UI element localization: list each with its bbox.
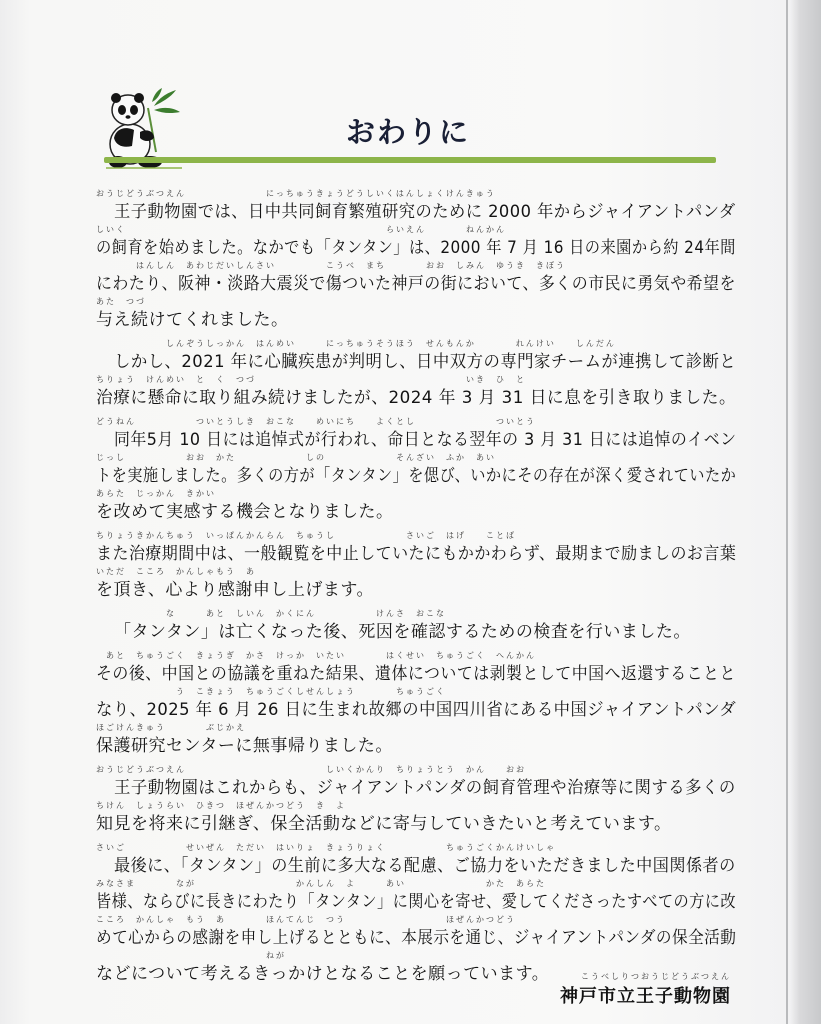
furigana: じっし おお かた しの そんざい ふか あい [96,453,496,462]
line-text: めて心からの感謝を申し上げるとともに、本展示を通じ、ジャイアントパンダの保全活動 [96,928,737,948]
text-line [96,650,736,686]
panel-edge [786,0,788,1024]
paragraph [96,188,736,332]
signature-furigana: こうべしりつおうじどうぶつえん [581,972,731,981]
text-line [96,764,736,800]
furigana: ねが [96,951,286,960]
line-text: トを実施しました。多くの方が「タンタン」を偲び、いかにその存在が深く愛されていたか [96,466,737,486]
line-text: にわたり、阪神・淡路大震災で傷ついた神戸の街において、多くの市民に勇気や希望を [96,274,736,294]
paragraph [96,416,736,524]
text-line [96,800,736,836]
line-text: 知見を将来に引継ぎ、保全活動などに寄与していきたいと考えています。 [96,814,672,834]
paragraph [96,842,736,986]
paragraph [96,338,736,410]
text-line [96,260,736,296]
line-text: 王子動物園はこれからも、ジャイアントパンダの飼育管理や治療等に関する多くの [114,778,736,798]
text-line [96,416,736,452]
line-text: 最後に、「タンタン」の生前に多大なる配慮、ご協力をいただきました中国関係者の [114,856,736,876]
text-line [96,914,736,950]
page-title: おわりに [346,115,471,149]
line-text: しかし、2021 年に心臓疾患が判明し、日中双方の専門家チームが連携して診断と [114,352,737,372]
furigana: ちりょう けんめい と く つづ いき ひ と [96,375,526,384]
paragraph [96,608,736,644]
furigana: しいく らいえん ねんかん [96,225,506,234]
furigana: ちりょうきかんちゅう いっぱんかんらん ちゅうし さいご はげ ことば [96,531,516,540]
furigana: ちけん しょうらい ひきつ ほぜんかつどう き よ [96,801,346,810]
furigana: あと ちゅうごく きょうぎ かさ けっか いたい はくせい ちゅうごく へんかん [96,651,536,660]
text-line [96,608,736,644]
line-text: 皆様、ならびに長きにわたり「タンタン」に関心を寄せ、愛してくださったすべての方に改 [96,892,737,912]
title-underline [104,157,716,163]
text-line [96,722,736,758]
furigana: しんぞうしっかん はんめい にっちゅうそうほう せんもんか れんけい しんだん [96,339,616,348]
furigana: あた つづ [96,297,146,306]
line-text: 治療に懸命に取り組み続けましたが、2024 年 3 月 31 日に息を引き取りました。 [96,388,737,408]
paragraph [96,764,736,836]
furigana: はんしん あわじだいしんさい こうべ まち おお しみん ゆうき きぼう [96,261,566,270]
line-text: 与え続けてくれました。 [96,310,289,330]
line-text: なり、2025 年 6 月 26 日に生まれ故郷の中国四川省にある中国ジャイアントパンダ [96,700,737,720]
line-text: その後、中国との協議を重ねた結果、遺体については剥製として中国へ返還することと [96,664,736,684]
text-line [96,224,736,260]
furigana: いただ こころ かんしゃもう あ [96,567,256,576]
furigana: みなさま なが かんしん よ あい かた あらた [96,879,546,888]
line-text: 王子動物園では、日中共同飼育繁殖研究のために 2000 年からジャイアントパンダ [114,202,736,222]
signature-block [560,971,731,1008]
text-line [96,452,736,488]
line-text: などについて考えるきっかけとなることを願っています。 [96,964,550,984]
text-line [96,878,736,914]
line-text: 保護研究センターに無事帰りました。 [96,736,393,756]
text-line [96,374,736,410]
text-line [96,842,736,878]
furigana: さいご せいぜん ただい はいりょ きょうりょく ちゅうごくかんけいしゃ [96,843,556,852]
line-text: を改めて実感する機会となりました。 [96,502,394,522]
paragraph [96,530,736,602]
line-text: を頂き、心より感謝申し上げます。 [96,580,374,600]
text-line [96,296,736,332]
text-line [96,488,736,524]
line-text: また治療期間中は、一般観覧を中止していたにもかかわらず、最期まで励ましのお言葉 [96,544,737,564]
text-line [96,188,736,224]
furigana: う こきょう ちゅうごくしせんしょう ちゅうごく [96,687,446,696]
furigana: おうじどうぶつえん しいくかんり ちりょうとう かん おお [96,765,526,774]
line-text: の飼育を始めました。なかでも「タンタン」は、2000 年 7 月 16 日の来園から約 24年間 [96,238,736,258]
furigana: な あと しいん かくにん けんさ おこな [96,609,446,618]
line-text: 同年5月 10 日には追悼式が行われ、命日となる翌年の 3 月 31 日には追悼のイベン [114,430,737,450]
furigana: どうねん ついとうしき おこな めいにち よくとし ついとう [96,417,536,426]
bamboo-leaves-icon [152,88,180,113]
furigana: おうじどうぶつえん にっちゅうきょうどうしいくはんしょくけんきゅう [96,189,496,198]
text-line [96,338,736,374]
paragraph [96,650,736,758]
text-line [96,686,736,722]
line-text: 「タンタン」は亡くなった後、死因を確認するための検査を行いました。 [114,622,691,642]
furigana: あらた じっかん きかい [96,489,216,498]
furigana: こころ かんしゃ もう あ ほんてんじ つう ほぜんかつどう [96,915,516,924]
text-line [96,530,736,566]
signature-name: 神戸市立王子動物園 [560,986,731,1007]
furigana: ほごけんきゅう ぶじかえ [96,723,246,732]
message-body [96,188,736,992]
text-line [96,566,736,602]
